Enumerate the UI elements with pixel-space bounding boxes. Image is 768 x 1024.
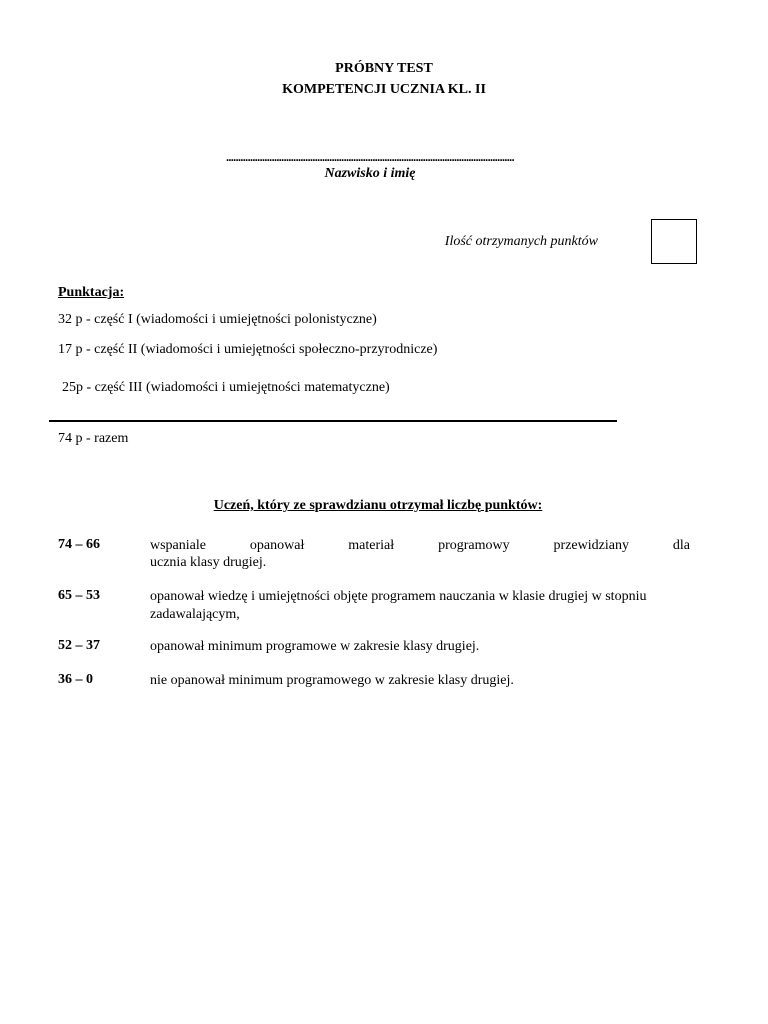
scoring-part-2: 17 p - część II (wiadomości i umiejętności społeczno-przyrodnicze): [58, 342, 438, 357]
grade-range-3: 52 – 37: [58, 638, 100, 653]
points-entry-box: [651, 219, 697, 264]
grade-description-1-line2: ucznia klasy drugiej.: [150, 555, 267, 570]
grade-range-2: 65 – 53: [58, 588, 100, 603]
grade-range-4: 36 – 0: [58, 672, 93, 687]
grade-description-2: opanował wiedzę i umiejętności objęte programem nauczania w klasie drugiej w stopniu zadawalającym,: [150, 589, 647, 622]
scoring-part-3: 25p - część III (wiadomości i umiejętności matematyczne): [62, 380, 390, 395]
document-subtitle: KOMPETENCJI UCZNIA KL. II: [282, 82, 486, 97]
name-field-label: Nazwisko i imię: [324, 166, 416, 181]
grade-description-3: opanował minimum programowe w zakresie klasy drugiej.: [150, 639, 480, 654]
grade-range-1: 74 – 66: [58, 537, 100, 552]
grade-description-4: nie opanował minimum programowego w zakresie klasy drugiej.: [150, 673, 514, 688]
scoring-total: 74 p - razem: [58, 431, 129, 446]
scoring-heading: Punktacja:: [58, 285, 125, 300]
document-title: PRÓBNY TEST: [335, 61, 433, 76]
scoring-part-1: 32 p - część I (wiadomości i umiejętności polonistyczne): [58, 312, 377, 327]
name-entry-line: ........................................................................................................................: [225, 150, 514, 164]
grading-heading: Uczeń, który ze sprawdzianu otrzymał liczbę punktów:: [213, 498, 543, 513]
horizontal-divider: [49, 420, 617, 422]
grade-description-1-line1: wspaniale opanował materiał programowy przewidziany dla: [150, 538, 690, 553]
points-received-label: Ilość otrzymanych punktów: [444, 234, 598, 249]
